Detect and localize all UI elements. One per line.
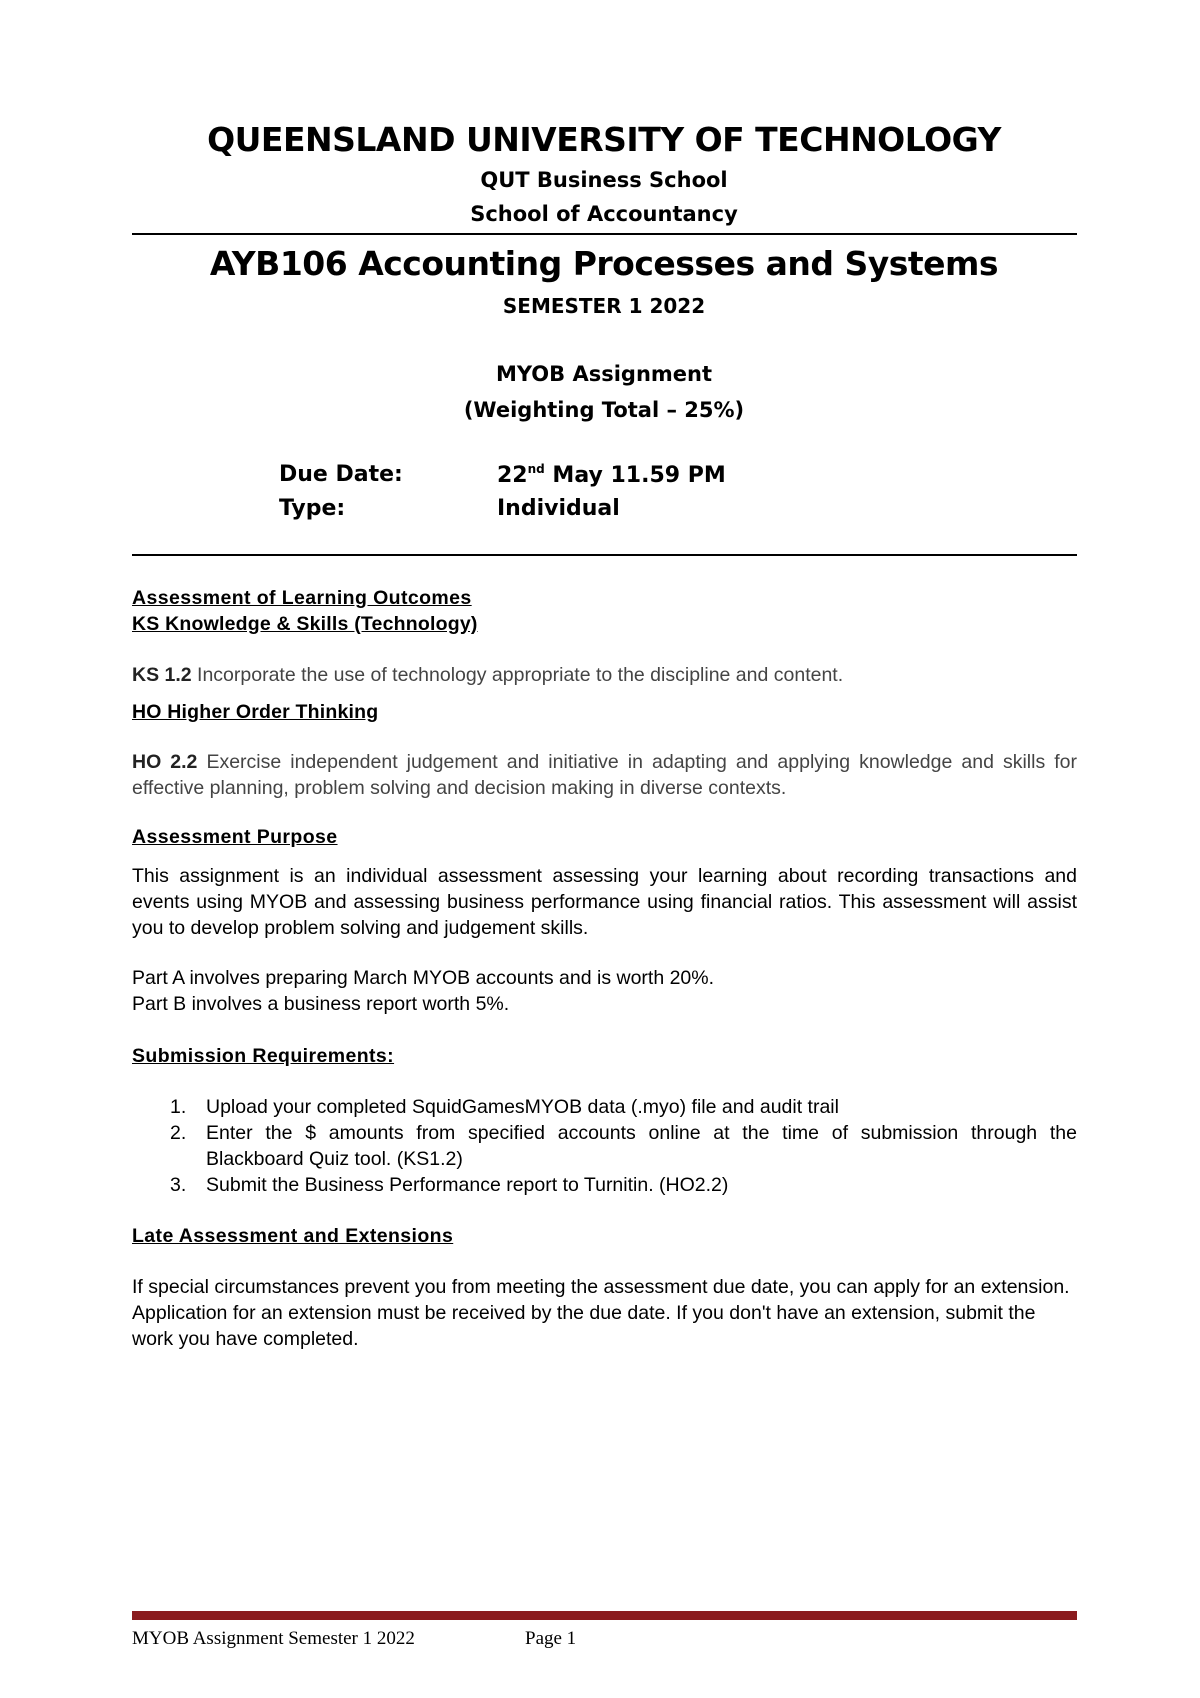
- ks-heading: KS Knowledge & Skills (Technology): [132, 613, 478, 635]
- submission-heading: Submission Requirements:: [132, 1045, 395, 1067]
- list-text: Enter the $ amounts from specified accounts online at the time of submission through the Blackboard Quiz tool. (KS1.2): [206, 1122, 1077, 1170]
- due-date-label: Due Date:: [279, 462, 403, 487]
- due-day: 22: [497, 463, 528, 488]
- school-name: School of Accountancy: [470, 202, 738, 226]
- university-title: QUEENSLAND UNIVERSITY OF TECHNOLOGY: [207, 120, 1001, 159]
- ks-outcome: [132, 662, 1077, 688]
- header-divider: [132, 233, 1077, 235]
- semester: SEMESTER 1 2022: [502, 294, 706, 318]
- ks-code: KS 1.2: [132, 664, 192, 686]
- ho-text: Exercise independent judgement and initiative in adapting and applying knowledge and skills for effective planning, problem solving and decision making in diverse contexts.: [132, 751, 1077, 799]
- footer-bar: [132, 1611, 1077, 1620]
- due-time: May 11.59 PM: [544, 463, 726, 488]
- weighting: (Weighting Total – 25%): [463, 398, 745, 422]
- submission-list: [132, 1094, 1077, 1198]
- due-date-value: [497, 462, 726, 488]
- list-number: 3.: [170, 1174, 187, 1196]
- ho-outcome: [132, 749, 1077, 801]
- footer-title: MYOB Assignment Semester 1 2022: [132, 1628, 415, 1649]
- type-value: Individual: [497, 496, 620, 521]
- list-item: [132, 1172, 1077, 1198]
- late-paragraph: If special circumstances prevent you from meeting the assessment due date, you can apply for an extension. Application for an extension must be received by the due date. If you don't have an extension, submit the work you have completed.: [132, 1276, 1070, 1350]
- course-title: AYB106 Accounting Processes and Systems: [209, 244, 999, 283]
- late-heading: Late Assessment and Extensions: [132, 1225, 454, 1247]
- type-label: Type:: [279, 496, 346, 521]
- list-number: 1.: [170, 1096, 187, 1118]
- business-school: QUT Business School: [480, 168, 728, 192]
- list-item: [132, 1120, 1077, 1172]
- section-divider: [132, 554, 1077, 556]
- ho-heading: HO Higher Order Thinking: [132, 701, 379, 723]
- ks-text: Incorporate the use of technology appropriate to the discipline and content.: [191, 664, 844, 686]
- list-text: Submit the Business Performance report to Turnitin. (HO2.2): [206, 1174, 729, 1196]
- purpose-paragraph: This assignment is an individual assessment assessing your learning about recording transactions and events using MYOB and assessing business performance using financial ratios. This assessment will assist you to develop problem solving and judgement skills.: [132, 865, 1077, 939]
- page-number: Page 1: [525, 1628, 577, 1649]
- due-day-suffix: nd: [527, 462, 545, 476]
- part-a: Part A involves preparing March MYOB accounts and is worth 20%.: [132, 967, 715, 989]
- ho-code: HO 2.2: [132, 751, 198, 773]
- assignment-title: MYOB Assignment: [495, 362, 713, 386]
- list-item: [132, 1094, 1077, 1120]
- outcomes-heading: Assessment of Learning Outcomes: [132, 587, 472, 609]
- list-number: 2.: [170, 1122, 187, 1144]
- part-b: Part B involves a business report worth 5%.: [132, 993, 510, 1015]
- list-text: Upload your completed SquidGamesMYOB data (.myo) file and audit trail: [206, 1096, 839, 1118]
- purpose-heading: Assessment Purpose: [132, 826, 338, 848]
